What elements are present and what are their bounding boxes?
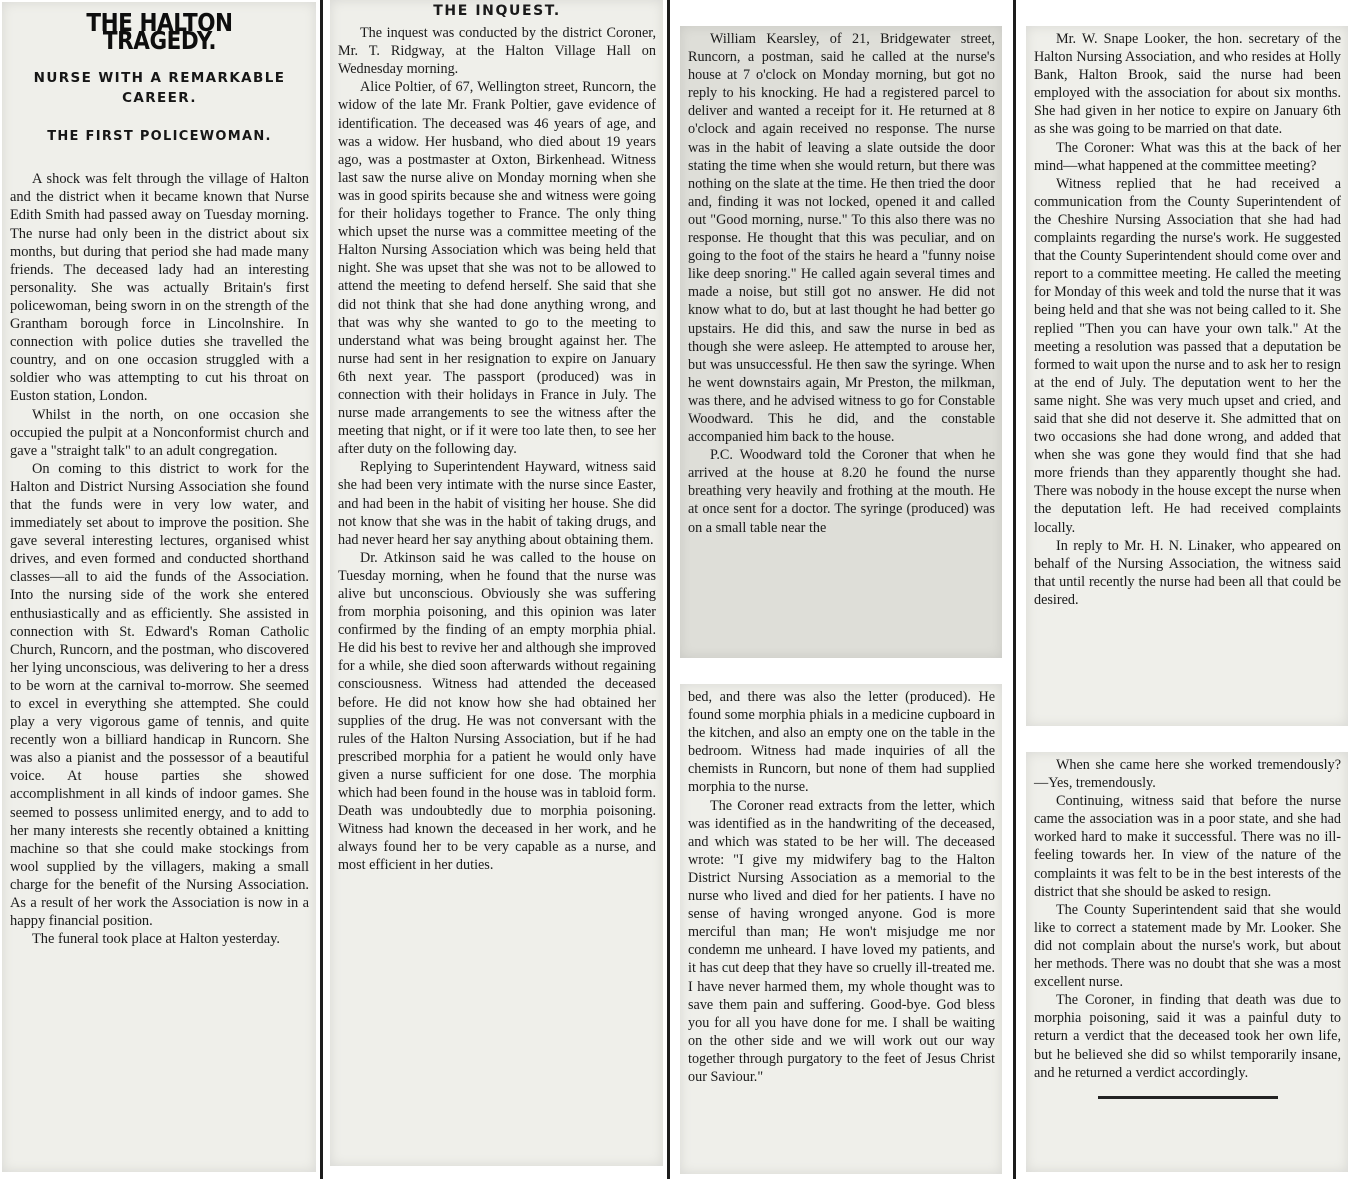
paragraph: When she came here she worked tremendously?—Yes, tremendously. xyxy=(1034,757,1341,792)
paragraph: Witness replied that he had received a communication from the County Superintendent of the Cheshire Nursing Association that she had had complaints regarding the nurse's work. He suggested that the County Superintendent should come over and report to a committee meeting. He called the meeting for Monday of this week and told the nurse that it was being held and that she was not being called to it. She replied "Then you can have your own talk." At the meeting a resolution was passed that a deputation be formed to wait upon the nurse and to ask her to resign at the end of July. The deputation went to her the same night. She was very much upset and cried, and said that she did not deserve it. She admitted that on two occasions she had done wrong, and added that when she was gone they would find that she had more friends than they apparently thought she had. There was nobody in the house except the nurse when the deputation left. He had received complaints locally. xyxy=(1034,175,1341,536)
paragraph: Continuing, witness said that before the nurse came the association was in a poor state, and she had worked hard to make it successful. There was no ill-feeling towards her. In view of the nature of the complaints it was felt to be in the best interests of the district that she should be asked to resign. xyxy=(1034,793,1341,900)
paragraph: The Coroner, in finding that death was due to morphia poisoning, said it was a painful duty to return a verdict that the deceased took her own life, but he believed she did so whilst temporarily insane, and he returned a verdict accordingly. xyxy=(1034,992,1341,1081)
clipping-column-4-bottom xyxy=(1026,752,1348,1172)
paragraph: The funeral took place at Halton yesterday. xyxy=(32,931,280,948)
paragraph: Whilst in the north, on one occasion she occupied the pulpit at a Nonconformist church and gave a "straight talk" to an adult congregation. xyxy=(10,406,309,459)
column-rule-2 xyxy=(667,0,670,1179)
article-subheading: NURSE WITH A REMARKABLE CAREER. xyxy=(33,70,286,107)
paragraph: On coming to this district to work for the Halton and District Nursing Association she found that the funds were in very low water, and immediately set about to improve the position. She gave several interesting lectures, organised whist drives, and even formed and conducted shorthand classes—all to aid the funds of the Association. Into the nursing side of the work she entered enthusiastically and as efficiently. She assisted in connection with St. Edward's Roman Catholic Church, Runcorn, and the postman, who discovered her lying unconscious, was delivering to her a dress to be worn at the carnival to-morrow. She seemed to excel in everything she attempted. She could play a very vigorous game of tennis, and quite recently won a billiard handicap in Runcorn. She was also a pianist and the possessor of a beautiful voice. At house parties she showed accomplishment in all kinds of indoor games. She seemed to possess unlimited energy, and to add to her many interests she recently obtained a knitting machine so that she could make stockings from wool supplied by the villagers, making a small charge for the benefit of the Nursing Association. As a result of her work the Association is now in a happy financial position. xyxy=(10,460,309,930)
paragraph: P.C. Woodward told the Coroner that when he arrived at the house at 8.20 he found the nurse breathing very heavily and frothing at the mouth. He at once sent for a doctor. The syringe (produced) was on a small table near the xyxy=(688,447,995,536)
clipping-column-3-top xyxy=(680,26,1002,658)
paragraph: A shock was felt through the village of Halton and the district when it became known that Nurse Edith Smith had passed away on Tuesday morning. The nurse had only been in the district about six months, but during that period she had made many friends. The deceased lady had an interesting personality. She was actually Britain's first policewoman, being sworn in on the strength of the Grantham borough force in Lincolnshire. In connection with police duties she travelled the country, and on one occasion struggled with a soldier who was attempting to cut his throat on Euston station, London. xyxy=(10,171,309,405)
paragraph: The Coroner read extracts from the letter, which was identified as in the handwriting of the deceased, and which was stated to be her will. The deceased wrote: "I give my midwifery bag to the Halton District Nursing Association as a memorial to the nurse who lived and died for her patients. I have no sense of having wronged anyone. God is more merciful than man; He won't misjudge me nor condemn me unheard. I have loved my patients, and it has cut deep that they have so cruelly ill-treated me. I have never harmed them, my whole thought was to save them pain and suffering. Good-bye. God bless you for all you have done for me. I shall be waiting on the other side and we will work out our way together through purgatory to the feet of Jesus Christ our Saviour." xyxy=(688,797,995,1085)
article-headline: THE HALTON TRAGEDY. xyxy=(86,8,233,56)
paragraph: The County Superintendent said that she would like to correct a statement made by Mr. Looker. She did not complain about the nurse's work, but about her methods. There was no doubt that she was a most excellent nurse. xyxy=(1034,901,1341,991)
paragraph: The inquest was conducted by the district Coroner, Mr. T. Ridgway, at the Halton Village Hall on Wednesday morning. xyxy=(338,25,656,78)
column-rule-1 xyxy=(320,0,323,1179)
column-rule-3 xyxy=(1013,0,1016,1179)
paragraph: Dr. Atkinson said he was called to the house on Tuesday morning, when he found that the nurse was alive but unconscious. Obviously she was suffering from morphia poisoning, and this opinion was later confirmed by the finding of an empty morphia phial. He did his best to revive her and although she improved for a while, she died soon afterwards without regaining consciousness. Witness had attended the deceased before. He did not know how she had obtained her supplies of the drug. He was not conversant with the rules of the Halton Nursing Association, but if he had prescribed morphia for a patient he would only have given a nurse sufficient for one dose. The morphia which had been found in the house was in tabloid form. Death was undoubtedly due to morphia poisoning. Witness had known the deceased in her work, and he always found her to be very capable as a nurse, and most efficient in her duties. xyxy=(338,549,656,874)
clipping-column-2 xyxy=(330,0,663,1166)
end-rule xyxy=(1098,1096,1278,1099)
paragraph: The Coroner: What was this at the back of her mind—what happened at the committee meeting? xyxy=(1034,139,1341,174)
paragraph: Mr. W. Snape Looker, the hon. secretary of the Halton Nursing Association, and who resides at Holly Bank, Halton Brook, said the nurse had been employed with the association for about six months. She had given in her notice to expire on January 6th as she was going to be married on that date. xyxy=(1034,31,1341,138)
clipping-column-4-top xyxy=(1026,26,1348,726)
paragraph: Replying to Superintendent Hayward, witness said she had been very intimate with the nurse since Easter, and had been in the habit of visiting her house. She did not know that she was in the habit of taking drugs, and had never heard her say anything about obtaining them. xyxy=(338,459,656,548)
column-1-body xyxy=(10,170,309,948)
paragraph: In reply to Mr. H. N. Linaker, who appeared on behalf of the Nursing Association, the witness said that until recently the nurse had been all that could be desired. xyxy=(1034,537,1341,608)
clipping-column-3-bottom xyxy=(680,684,1002,1174)
paragraph: Alice Poltier, of 67, Wellington street, Runcorn, the widow of the late Mr. Frank Poltier, gave evidence of identification. The deceased was 46 years of age, and was a widow. Her husband, who died about 19 years ago, was a postmaster at Oxton, Birkenhead. Witness last saw the nurse alive on Monday morning when she was in good spirits because she and witness were going for their holidays together to France. The only thing which upset the nurse was a committee meeting of the Halton Nursing Association which was being held that night. She was upset that she was not to be allowed to attend the meeting to defend herself. She said that she did not think that she had done anything wrong, and that was why she wanted to go to the meeting to understand what was being brought against her. The nurse had sent in her resignation to expire on January 6th next year. The passport (produced) was in connection with their holidays in France in July. The nurse made arrangements to see the witness after the meeting that night, or if it were too late then, to see her after duty on the following day. xyxy=(338,79,656,458)
paragraph: bed, and there was also the letter (produced). He found some morphia phials in a medicine cupboard in the kitchen, and also an empty one on the table in the bedroom. Witness had made inquiries of all the chemists in Runcorn, but none of them had supplied morphia to the nurse. xyxy=(688,689,995,796)
inquest-heading: THE INQUEST. xyxy=(433,3,561,19)
paragraph: William Kearsley, of 21, Bridgewater street, Runcorn, a postman, said he called at the nurse's house at 7 o'clock on Monday morning, but got no reply to his knocking. He had a registered parcel to deliver and wanted a receipt for it. He returned at 8 o'clock and again received no response. The nurse was in the habit of leaving a slate outside the door stating the time when she would return, but there was nothing on the slate at the time. He then tried the door and, finding it was not locked, opened it and called out "Good morning, nurse." To this also there was no response. He thought that this was peculiar, and on going to the foot of the stairs he heard a "funny noise like deep snoring." He called again several times and made a noise, but still got no answer. He did not know what to do, but at last thought he had better go upstairs. He did this, and saw the nurse in bed as though she were asleep. He attempted to arouse her, but was unsuccessful. He then saw the syringe. When he went downstairs again, Mr Preston, the milkman, was there, and he advised witness to go for Constable Woodward. This he did, and the constable accompanied him back to the house. xyxy=(688,31,995,446)
article-subheading-policewoman: THE FIRST POLICEWOMAN. xyxy=(47,129,272,145)
clipping-column-1 xyxy=(2,2,316,1172)
